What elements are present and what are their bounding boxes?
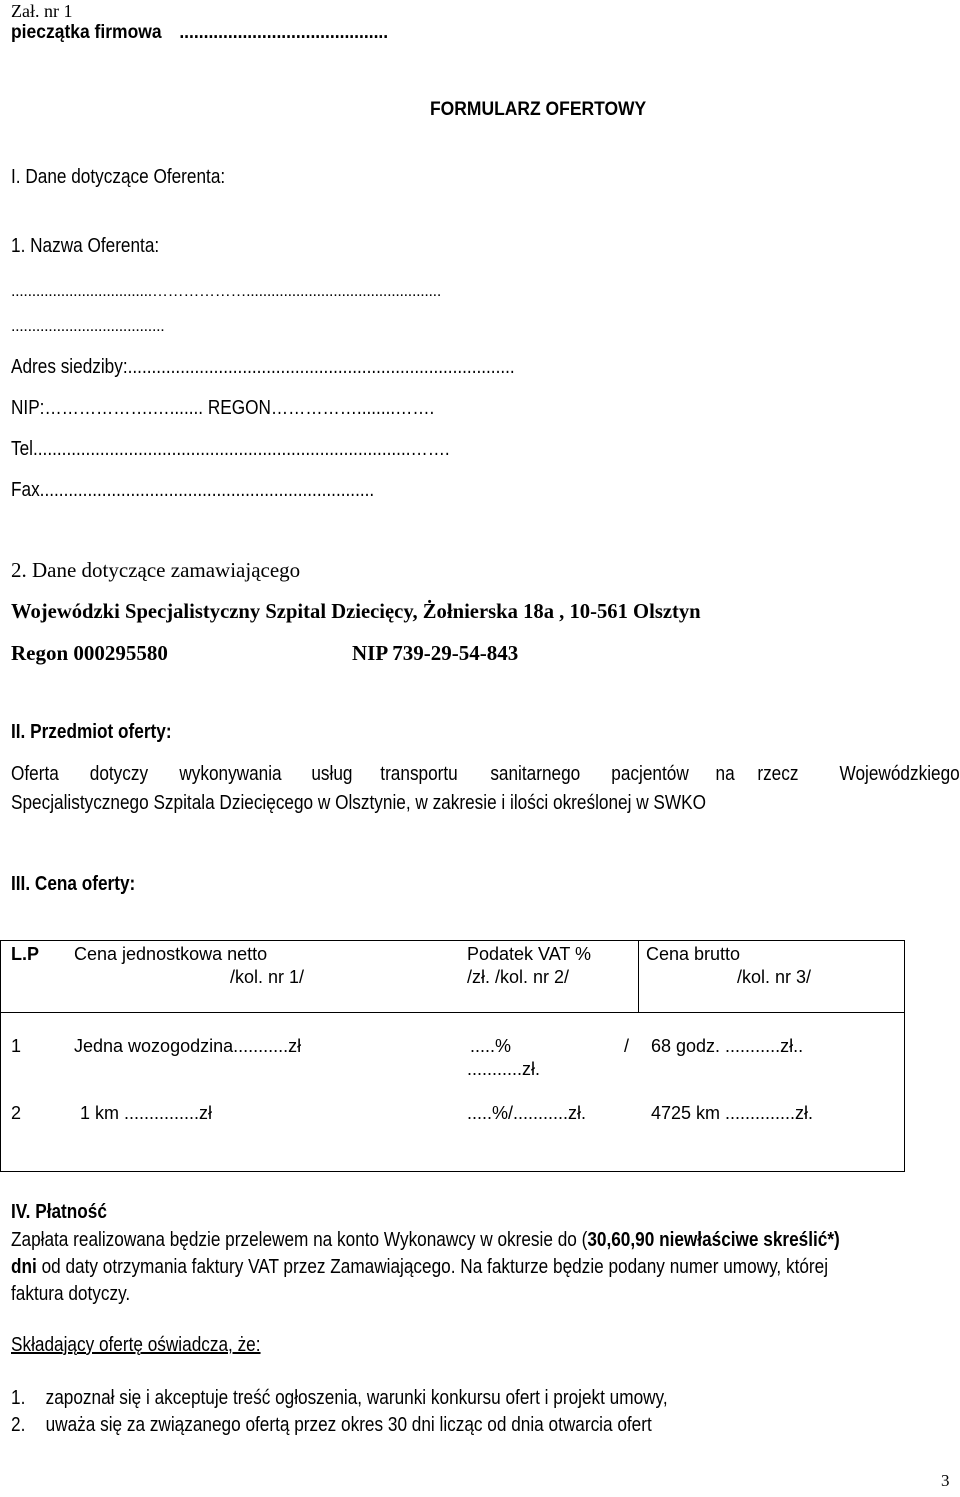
offer-subject-line-1 xyxy=(11,763,960,786)
price-table xyxy=(0,940,905,1172)
table-row-1-vat-slash: / xyxy=(624,1036,630,1056)
table-header-vat-col: /zł. /kol. nr 2/ xyxy=(467,967,570,987)
declaration-item-1 xyxy=(11,1387,668,1410)
hospital-regon: Regon 000295580 xyxy=(11,641,168,665)
form-title: FORMULARZ OFERTOWY xyxy=(430,99,647,120)
table-header-vat: Podatek VAT % xyxy=(467,944,592,964)
offer-subject-word: dotyczy xyxy=(89,763,148,785)
phone-field: Tel...............................................................................……. xyxy=(11,438,450,460)
section-4-heading: IV. Płatność xyxy=(11,1201,107,1223)
section-1-heading: I. Dane dotyczące Oferenta: xyxy=(11,166,226,188)
payment-term-options: 30,60,90 niewłaściwe skreślić*) xyxy=(587,1229,840,1251)
offer-subject-word: transportu xyxy=(380,763,458,785)
address-field: Adres siedziby:................................................................................. xyxy=(11,356,515,378)
table-row-1-lp: 1 xyxy=(11,1036,22,1056)
declaration-heading: Składający ofertę oświadcza, że: xyxy=(11,1334,261,1356)
offer-subject-word: pacjentów xyxy=(611,763,690,785)
declaration-item-2 xyxy=(11,1414,652,1437)
bidder-name-dots-1: ..................................………………............................................... xyxy=(11,283,441,300)
offer-subject-word: sanitarnego xyxy=(489,763,580,785)
section-2-heading: II. Przedmiot oferty: xyxy=(11,721,172,743)
declaration-item-2-num: 2. xyxy=(11,1414,26,1436)
offer-subject-word: Oferta xyxy=(11,763,59,785)
offer-subject-line-2: Specjalistycznego Szpitala Dziecięcego w Olsztynie, w zakresie i ilości określonej w SWKO xyxy=(11,792,706,814)
table-header-net-price: Cena jednostkowa netto xyxy=(74,944,268,964)
table-row-1-vat-percent: .....% xyxy=(470,1036,512,1056)
table-row-1-net-price: Jedna wozogodzina...........zł xyxy=(74,1036,302,1056)
declaration-item-2-text: uważa się za związanego ofertą przez okres 30 dni licząc od dnia otwarcia ofert xyxy=(45,1414,652,1436)
offer-subject-word: na xyxy=(715,763,735,785)
company-stamp-dots: ........................................... xyxy=(179,22,389,43)
table-row-2-gross-price: 4725 km ..............zł. xyxy=(651,1103,814,1123)
offer-subject-word: rzecz xyxy=(757,763,799,785)
nip-regon-field: NIP:……………….…....... REGON……………........……. xyxy=(11,397,435,419)
payment-line-1 xyxy=(11,1229,840,1252)
table-header-lp: L.P xyxy=(11,944,40,964)
payment-line-2-text: od daty otrzymania faktury VAT przez Zamawiającego. Na fakturze będzie podany numer umowy, której xyxy=(36,1256,829,1278)
ordering-party-label: 2. Dane dotyczące zamawiającego xyxy=(11,558,301,582)
hospital-nip: NIP 739-29-54-843 xyxy=(352,641,519,665)
table-row-1-vat-amount: ...........zł. xyxy=(467,1059,541,1079)
payment-line-1-text: Zapłata realizowana będzie przelewem na konto Wykonawcy w okresie do ( xyxy=(11,1229,588,1251)
offer-subject-word: wykonywania xyxy=(179,763,282,785)
declaration-item-1-text: zapoznał się i akceptuje treść ogłoszenia, warunki konkursu ofert i projekt umowy, xyxy=(45,1387,668,1409)
table-row-2-lp: 2 xyxy=(11,1103,22,1123)
company-stamp-label xyxy=(11,22,388,44)
section-3-heading: III. Cena oferty: xyxy=(11,873,136,895)
hospital-name-address: Wojewódzki Specjalistyczny Szpital Dziecięcy, Żołnierska 18a , 10-561 Olsztyn xyxy=(11,599,701,623)
payment-line-3: faktura dotyczy. xyxy=(11,1283,131,1305)
table-row-2-net-price: 1 km ...............zł xyxy=(80,1103,213,1123)
table-header-gross-price: Cena brutto xyxy=(646,944,741,964)
offer-subject-word: usług xyxy=(311,763,353,785)
bidder-name-dots-2: ..................................... xyxy=(11,318,165,335)
table-row-1-gross-price: 68 godz. ...........zł.. xyxy=(651,1036,804,1056)
table-row-2-vat: .....%/...........zł. xyxy=(467,1103,587,1123)
payment-line-2 xyxy=(11,1256,828,1279)
fax-field: Fax...................................................................... xyxy=(11,479,375,501)
company-stamp-text: pieczątka firmowa xyxy=(11,22,162,43)
table-header-net-price-col: /kol. nr 1/ xyxy=(230,967,305,987)
bidder-name-label: 1. Nazwa Oferenta: xyxy=(11,235,160,257)
payment-days-word: dni xyxy=(11,1256,37,1278)
table-header-gross-price-col: /kol. nr 3/ xyxy=(737,967,812,987)
attachment-label: Zał. nr 1 xyxy=(11,1,73,21)
declaration-item-1-num: 1. xyxy=(11,1387,26,1409)
page-number: 3 xyxy=(941,1471,950,1490)
offer-subject-word: Wojewódzkiego xyxy=(839,763,960,785)
